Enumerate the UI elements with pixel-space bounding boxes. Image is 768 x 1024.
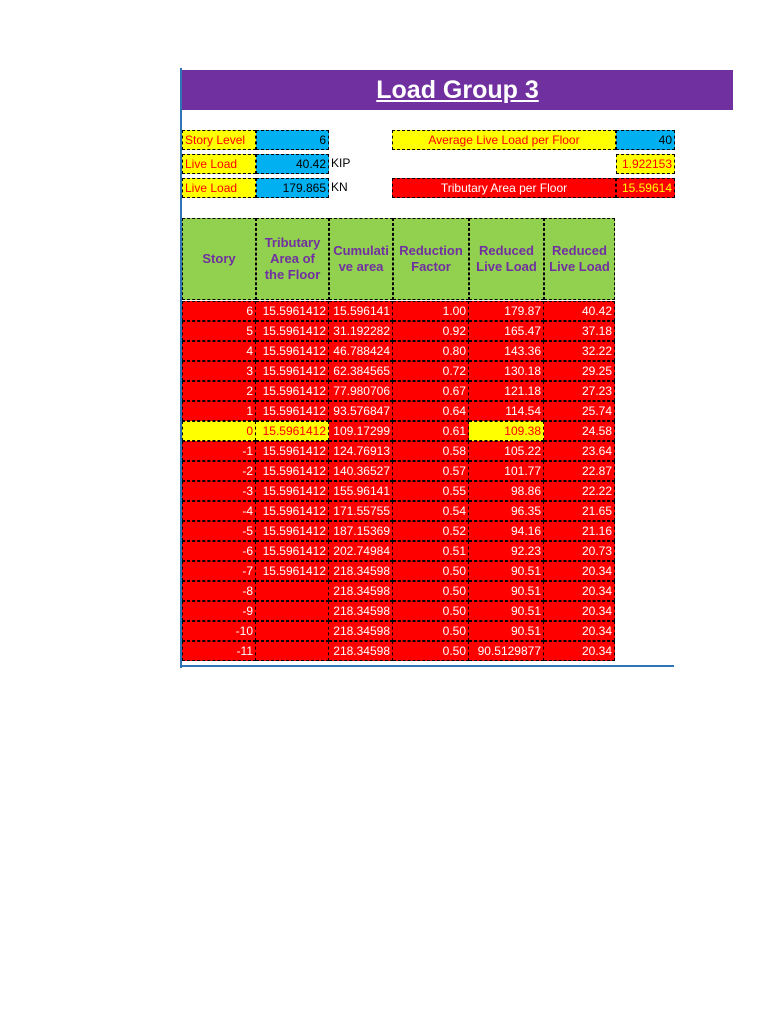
cell-story: -2 (182, 461, 256, 481)
table-row (182, 441, 615, 461)
cell-cumulative-area: 218.34598 (329, 621, 393, 641)
cell-reduced-load-kn: 92.23 (469, 541, 544, 561)
table-row (182, 321, 615, 341)
cell-reduction-factor: 0.92 (393, 321, 469, 341)
cell-reduction-factor: 0.80 (393, 341, 469, 361)
cell-reduced-load-kip: 40.42 (544, 301, 615, 321)
cell-reduced-load-kip: 27.23 (544, 381, 615, 401)
cell-reduced-load-kn: 96.35 (469, 501, 544, 521)
sheet-border-bottom (180, 665, 674, 667)
cell-cumulative-area: 155.96141 (329, 481, 393, 501)
cell-reduced-load-kip: 22.22 (544, 481, 615, 501)
table-row (182, 381, 615, 401)
cell-reduced-load-kip: 23.64 (544, 441, 615, 461)
header-reduced-live-load-kn: Reduced Live Load (469, 218, 544, 300)
cell-story: 6 (182, 301, 256, 321)
cell-reduction-factor: 1.00 (393, 301, 469, 321)
cell-reduction-factor: 0.51 (393, 541, 469, 561)
cell-story: 3 (182, 361, 256, 381)
table-row (182, 361, 615, 381)
table-row (182, 621, 615, 641)
cell-reduced-load-kn: 90.51 (469, 621, 544, 641)
cell-reduced-load-kn: 179.87 (469, 301, 544, 321)
cell-reduced-load-kip: 32.22 (544, 341, 615, 361)
spreadsheet (180, 68, 735, 668)
cell-reduction-factor: 0.52 (393, 521, 469, 541)
cell-reduced-load-kn: 90.51 (469, 581, 544, 601)
cell-reduction-factor: 0.50 (393, 581, 469, 601)
cell-tributary-area (256, 621, 329, 641)
cell-story: -8 (182, 581, 256, 601)
cell-reduced-load-kn: 121.18 (469, 381, 544, 401)
cell-story: -9 (182, 601, 256, 621)
cell-tributary-area (256, 641, 329, 661)
cell-story: -7 (182, 561, 256, 581)
cell-story: 1 (182, 401, 256, 421)
cell-cumulative-area: 31.192282 (329, 321, 393, 341)
cell-cumulative-area: 202.74984 (329, 541, 393, 561)
story-level-label: Story Level (182, 130, 256, 150)
table-row-highlighted (182, 421, 615, 441)
live-load-kip-label: Live Load (182, 154, 256, 174)
cell-tributary-area: 15.5961412 (256, 381, 329, 401)
cell-reduction-factor: 0.58 (393, 441, 469, 461)
table-row (182, 461, 615, 481)
tributary-area-label: Tributary Area per Floor (392, 178, 616, 198)
cell-reduced-load-kip: 24.58 (544, 421, 615, 441)
table-row (182, 601, 615, 621)
cell-reduction-factor: 0.55 (393, 481, 469, 501)
cell-story: 0 (182, 421, 256, 441)
cell-tributary-area: 15.5961412 (256, 321, 329, 341)
table-row (182, 561, 615, 581)
cell-reduced-load-kip: 20.34 (544, 601, 615, 621)
cell-tributary-area: 15.5961412 (256, 521, 329, 541)
live-load-kip-input[interactable]: 40.42 (256, 154, 329, 174)
cell-tributary-area (256, 581, 329, 601)
header-cumulative-area: Cumulati ve area (329, 218, 393, 300)
cell-cumulative-area: 218.34598 (329, 641, 393, 661)
cell-cumulative-area: 77.980706 (329, 381, 393, 401)
cell-story: -5 (182, 521, 256, 541)
avg-live-load-input[interactable]: 40 (616, 130, 675, 150)
live-load-kn-label: Live Load (182, 178, 256, 198)
table-row (182, 481, 615, 501)
cell-reduced-load-kn: 94.16 (469, 521, 544, 541)
cell-story: -10 (182, 621, 256, 641)
cell-reduced-load-kn: 105.22 (469, 441, 544, 461)
cell-cumulative-area: 218.34598 (329, 561, 393, 581)
cell-cumulative-area: 187.15369 (329, 521, 393, 541)
table-row (182, 341, 615, 361)
cell-tributary-area: 15.5961412 (256, 421, 329, 441)
cell-reduced-load-kip: 20.34 (544, 641, 615, 661)
cell-reduction-factor: 0.67 (393, 381, 469, 401)
cell-cumulative-area: 140.36527 (329, 461, 393, 481)
cell-story: -1 (182, 441, 256, 461)
cell-reduced-load-kn: 101.77 (469, 461, 544, 481)
cell-cumulative-area: 218.34598 (329, 601, 393, 621)
cell-reduction-factor: 0.57 (393, 461, 469, 481)
cell-reduction-factor: 0.50 (393, 621, 469, 641)
cell-reduced-load-kip: 21.16 (544, 521, 615, 541)
cell-reduced-load-kip: 20.73 (544, 541, 615, 561)
cell-reduced-load-kn: 143.36 (469, 341, 544, 361)
tributary-area-value: 15.59614 (616, 178, 675, 198)
live-load-kn-unit: KN (331, 180, 348, 194)
cell-cumulative-area: 124.76913 (329, 441, 393, 461)
cell-reduced-load-kip: 21.65 (544, 501, 615, 521)
header-reduction-factor: Reduction Factor (393, 218, 469, 300)
cell-reduction-factor: 0.50 (393, 601, 469, 621)
cell-cumulative-area: 171.55755 (329, 501, 393, 521)
cell-tributary-area: 15.5961412 (256, 361, 329, 381)
cell-tributary-area: 15.5961412 (256, 461, 329, 481)
avg-live-load-label: Average Live Load per Floor (392, 130, 616, 150)
cell-tributary-area: 15.5961412 (256, 401, 329, 421)
cell-reduction-factor: 0.64 (393, 401, 469, 421)
cell-reduced-load-kn: 90.5129877 (469, 641, 544, 661)
cell-tributary-area: 15.5961412 (256, 441, 329, 461)
cell-story: -4 (182, 501, 256, 521)
table-row (182, 521, 615, 541)
cell-cumulative-area: 109.17299 (329, 421, 393, 441)
cell-cumulative-area: 46.788424 (329, 341, 393, 361)
cell-tributary-area: 15.5961412 (256, 301, 329, 321)
page-title: Load Group 3 (376, 75, 539, 104)
live-load-kip-unit: KIP (331, 156, 351, 170)
story-level-input[interactable]: 6 (256, 130, 329, 150)
header-tributary-area: Tributary Area of the Floor (256, 218, 329, 300)
cell-tributary-area: 15.5961412 (256, 481, 329, 501)
ratio-value: 1.922153 (616, 154, 675, 174)
cell-reduced-load-kip: 20.34 (544, 581, 615, 601)
cell-reduction-factor: 0.50 (393, 641, 469, 661)
table-row (182, 401, 615, 421)
cell-reduction-factor: 0.72 (393, 361, 469, 381)
live-load-kn-value: 179.865 (256, 178, 329, 198)
cell-reduced-load-kn: 130.18 (469, 361, 544, 381)
cell-story: -6 (182, 541, 256, 561)
cell-reduced-load-kip: 37.18 (544, 321, 615, 341)
cell-cumulative-area: 15.596141 (329, 301, 393, 321)
cell-tributary-area: 15.5961412 (256, 501, 329, 521)
cell-reduced-load-kn: 98.86 (469, 481, 544, 501)
header-story: Story (182, 218, 256, 300)
cell-reduced-load-kn: 90.51 (469, 561, 544, 581)
cell-reduction-factor: 0.54 (393, 501, 469, 521)
cell-story: 2 (182, 381, 256, 401)
cell-reduction-factor: 0.50 (393, 561, 469, 581)
title-banner (182, 70, 733, 110)
cell-story: -3 (182, 481, 256, 501)
cell-cumulative-area: 218.34598 (329, 581, 393, 601)
cell-tributary-area: 15.5961412 (256, 541, 329, 561)
cell-reduction-factor: 0.61 (393, 421, 469, 441)
table-row (182, 541, 615, 561)
table-row (182, 641, 615, 661)
table-row (182, 581, 615, 601)
cell-reduced-load-kip: 20.34 (544, 621, 615, 641)
table-row (182, 301, 615, 321)
cell-cumulative-area: 62.384565 (329, 361, 393, 381)
cell-story: -11 (182, 641, 256, 661)
cell-tributary-area (256, 601, 329, 621)
cell-tributary-area: 15.5961412 (256, 341, 329, 361)
cell-story: 5 (182, 321, 256, 341)
cell-story: 4 (182, 341, 256, 361)
cell-reduced-load-kip: 29.25 (544, 361, 615, 381)
table-row (182, 501, 615, 521)
cell-reduced-load-kip: 22.87 (544, 461, 615, 481)
cell-reduced-load-kn: 165.47 (469, 321, 544, 341)
cell-reduced-load-kip: 25.74 (544, 401, 615, 421)
cell-reduced-load-kn: 114.54 (469, 401, 544, 421)
cell-tributary-area: 15.5961412 (256, 561, 329, 581)
cell-reduced-load-kip: 20.34 (544, 561, 615, 581)
cell-reduced-load-kn: 109.38 (469, 421, 544, 441)
header-reduced-live-load-kip: Reduced Live Load (544, 218, 615, 300)
cell-cumulative-area: 93.576847 (329, 401, 393, 421)
cell-reduced-load-kn: 90.51 (469, 601, 544, 621)
